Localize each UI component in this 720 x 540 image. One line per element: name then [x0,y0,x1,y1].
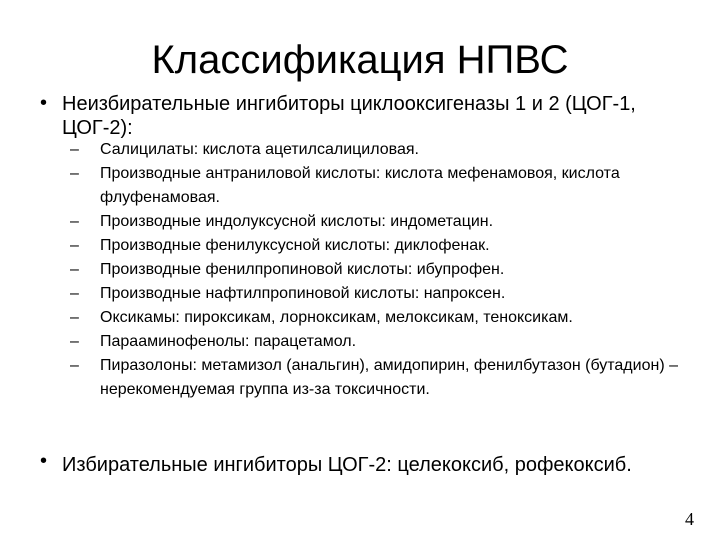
bullet-mark: • [40,92,48,114]
dash: – [70,357,79,374]
dash: – [70,237,79,254]
sub-item [70,282,710,306]
sub-item-text: Оксикамы: пироксикам, лорноксикам, мелоксикам, теноксикам. [100,309,573,326]
sub-item-text: Параaминофенолы: парацетамол. [100,333,357,350]
sub-item [70,330,710,354]
bullet-mark: • [40,450,48,472]
sub-item-text: Производные антраниловой кислоты: кислота мефенамовоя, кислота флуфенамовая. [100,165,620,206]
sub-item [70,138,710,162]
bullet-text: Избирательные ингибиторы ЦОГ-2: целекоксиб, рофекоксиб. [62,454,632,476]
dash: – [70,213,79,230]
sub-list [70,138,710,402]
dash: – [70,309,79,326]
sub-item-text: Производные фенилуксусной кислоты: диклофенак. [100,237,490,254]
sub-item [70,162,710,210]
dash: – [70,165,79,182]
dash: – [70,141,79,158]
dash: – [70,285,79,302]
dash: – [70,333,79,350]
sub-item-text: Производные нафтилпропиновой кислоты: напроксен. [100,285,506,302]
bullet-nonselective [40,92,680,140]
sub-item [70,306,710,330]
sub-item-text: Салицилаты: кислота ацетилсалициловая. [100,141,419,158]
sub-item-text: Производные фенилпропиновой кислоты: ибупрофен. [100,261,505,278]
sub-item [70,258,710,282]
sub-item-text: Производные индолуксусной кислоты: индометацин. [100,213,494,230]
slide-title: Классификация НПВС [151,38,569,82]
sub-item [70,234,710,258]
bullet-text: Неизбирательные ингибиторы циклооксигеназы 1 и 2 (ЦОГ-1, ЦОГ-2): [62,93,636,139]
sub-item [70,210,710,234]
page-number: 4 [685,509,694,529]
sub-item [70,354,710,402]
dash: – [70,261,79,278]
sub-item-text: Пиразолоны: метамизол (анальгин), амидопирин, фенилбутазон (бутадион) – нерекомендуемая группа из-за токсичности. [100,357,678,398]
bullet-selective [40,450,680,480]
